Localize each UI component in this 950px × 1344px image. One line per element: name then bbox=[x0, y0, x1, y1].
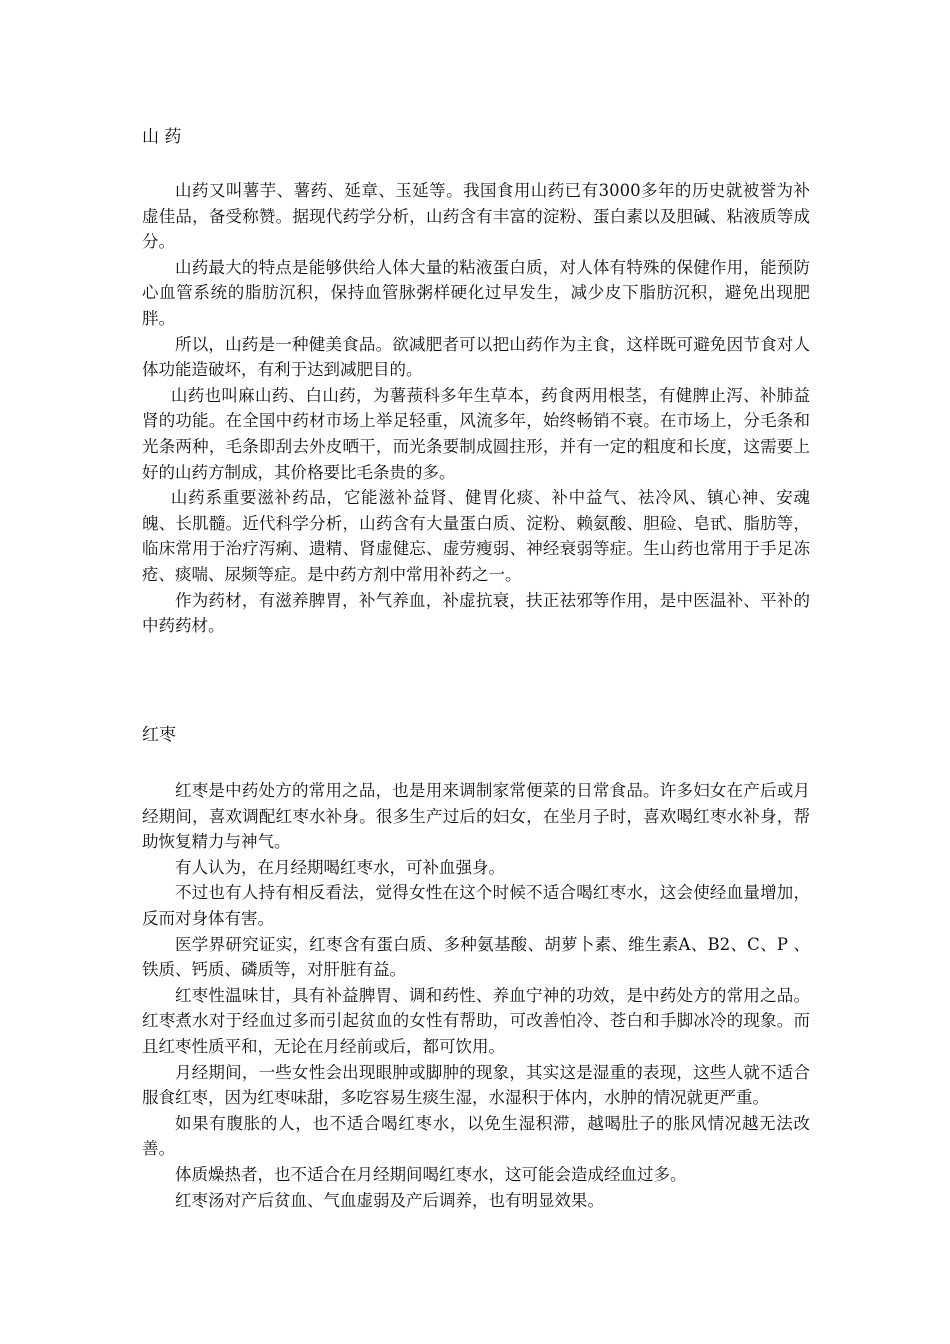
paragraph: 山药也叫麻山药、白山药，为薯蓣科多年生草本，药食两用根茎，有健脾止泻、补肺益肾的功能。在全国中药材市场上举足轻重，风流多年，始终畅销不衰。在市场上，分毛条和光条两种，毛条即刮去外皮晒干，而光条要制成圆拄形，并有一定的粗度和长度，这需要上好的山药方制成，其价格要比毛条贵的多。 bbox=[142, 385, 810, 482]
section-yam bbox=[142, 124, 810, 639]
paragraph: 月经期间，一些女性会出现眼肿或脚肿的现象，其实这是湿重的表现，这些人就不适合服食红枣，因为红枣味甜，多吃容易生痰生湿，水湿积于体内，水肿的情况就更严重。 bbox=[142, 1062, 810, 1108]
paragraph: 不过也有人持有相反看法，觉得女性在这个时候不适合喝红枣水，这会使经血量增加，反而对身体有害。 bbox=[142, 883, 810, 928]
paragraph: 所以，山药是一种健美食品。欲减肥者可以把山药作为主食，这样既可避免因节食对人体功能造破坏，有利于达到减肥目的。 bbox=[142, 334, 810, 380]
paragraph: 如果有腹胀的人，也不适合喝红枣水，以免生湿积滞，越喝肚子的胀风情况越无法改善。 bbox=[142, 1113, 810, 1159]
paragraph: 作为药材，有滋养脾胃，补气养血，补虚抗衰，扶正祛邪等作用，是中医温补、平补的中药药材。 bbox=[142, 590, 810, 636]
paragraph: 山药系重要滋补药品，它能滋补益肾、健胃化痰、补中益气、祛冷风、镇心神、安魂魄、长肌髓。近代科学分析，山药含有大量蛋白质、淀粉、赖氨酸、胆硷、皂甙、脂肪等，临床常用于治疗泻痢、遗精、肾虚健忘、虚劳瘦弱、神经衰弱等症。生山药也常用于手足冻疮、痰喘、尿频等症。是中药方剂中常用补药之一。 bbox=[142, 488, 810, 584]
paragraph: 红枣是中药处方的常用之品，也是用来调制家常便菜的日常食品。许多妇女在产后或月经期间，喜欢调配红枣水补身。很多生产过后的妇女，在坐月子时，喜欢喝红枣水补身，帮助恢复精力与神气。 bbox=[142, 781, 810, 852]
section-red-dates bbox=[142, 722, 810, 1213]
section-title: 红枣 bbox=[142, 725, 176, 745]
section-title: 山 药 bbox=[142, 127, 182, 147]
paragraph: 医学界研究证实，红枣含有蛋白质、多种氨基酸、胡萝卜素、维生素A、B2、C、P 、铁质、钙质、磷质等，对肝脏有益。 bbox=[142, 934, 810, 980]
paragraph: 山药又叫薯芋、薯药、延章、玉延等。我国食用山药已有3000多年的历史就被誉为补虚佳品，备受称赞。据现代药学分析，山药含有丰富的淀粉、蛋白素以及胆碱、粘液质等成分。 bbox=[142, 181, 810, 252]
paragraph: 红枣性温味甘，具有补益脾胃、调和药性、养血宁神的功效，是中药处方的常用之品。红枣煮水对于经血过多而引起贫血的女性有帮助，可改善怕冷、苍白和手脚冰冷的现象。而且红枣性质平和，无论在月经前或后，都可饮用。 bbox=[142, 985, 810, 1056]
paragraph: 有人认为，在月经期喝红枣水，可补血强身。 bbox=[175, 857, 505, 877]
section-body bbox=[142, 778, 810, 1213]
paragraph: 山药最大的特点是能够供给人体大量的粘液蛋白质，对人体有特殊的保健作用，能预防心血管系统的脂肪沉积，保持血管脉粥样硬化过早发生，减少皮下脂肪沉积，避免出现肥胖。 bbox=[142, 257, 810, 328]
paragraph: 红枣汤对产后贫血、气血虚弱及产后调养，也有明显效果。 bbox=[175, 1190, 604, 1210]
paragraph: 体质燥热者，也不适合在月经期间喝红枣水，这可能会造成经血过多。 bbox=[175, 1164, 687, 1184]
section-body bbox=[142, 178, 810, 639]
